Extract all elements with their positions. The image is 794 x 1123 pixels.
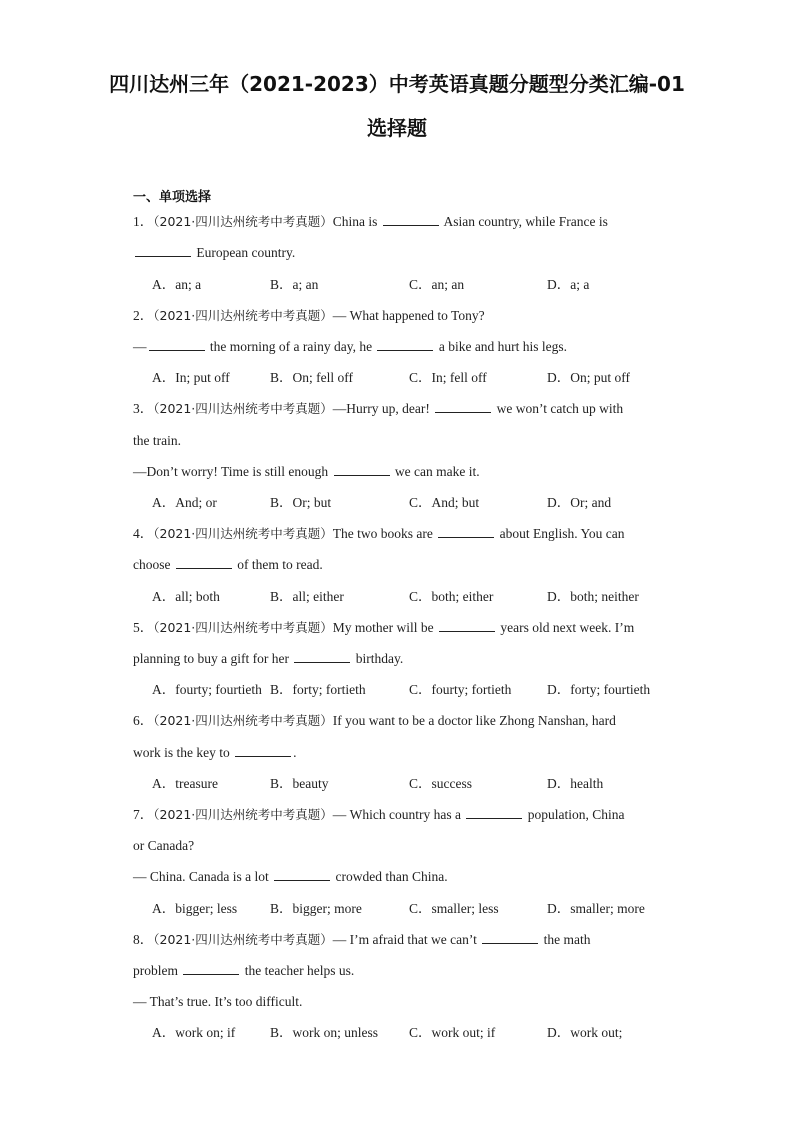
option-d: D．smaller; more	[547, 901, 645, 916]
question-line	[133, 744, 297, 762]
question-source: （2021·四川达州统考中考真题）	[153, 807, 333, 822]
option-d: D．Or; and	[547, 495, 612, 510]
answer-blank	[135, 244, 191, 257]
question-text: — What happened to Tony?	[332, 308, 485, 323]
question-source: （2021·四川达州统考中考真题）	[153, 932, 333, 947]
question-text: birthday.	[352, 651, 404, 666]
question-number: 4．	[133, 526, 154, 541]
answer-blank	[383, 213, 439, 226]
question-line	[133, 556, 323, 574]
answer-blank	[435, 400, 491, 413]
answer-blank	[466, 806, 522, 819]
question-number: 2．	[133, 308, 154, 323]
question-text: a bike and hurt his legs.	[435, 339, 568, 354]
document-title-line2: 选择题	[367, 116, 427, 140]
answer-blank	[235, 744, 291, 757]
question-stem	[133, 931, 591, 949]
question-line	[133, 962, 354, 980]
question-source: （2021·四川达州统考中考真题）	[153, 308, 333, 323]
question-text: choose	[133, 557, 174, 572]
option-a: A．In; put off	[152, 370, 230, 385]
question-text: — I’m afraid that we can’t	[332, 932, 481, 947]
question-number: 6．	[133, 713, 154, 728]
option-c: C．And; but	[409, 495, 480, 510]
question-text: population, China	[524, 807, 625, 822]
question-line	[133, 837, 194, 855]
option-d: D．a; a	[547, 277, 590, 292]
option-c: C．smaller; less	[409, 901, 499, 916]
question-text: the teacher helps us.	[241, 963, 355, 978]
option-d: D．both; neither	[547, 589, 639, 604]
question-stem	[133, 525, 625, 543]
question-stem	[133, 213, 608, 231]
option-b: B．bigger; more	[270, 901, 362, 916]
option-c: C．work out; if	[409, 1025, 496, 1040]
answer-blank	[274, 868, 330, 881]
question-source: （2021·四川达州统考中考真题）	[153, 526, 333, 541]
question-text: work is the key to	[133, 745, 234, 760]
option-a: A．fourty; fourtieth	[152, 682, 262, 697]
question-stem	[133, 806, 625, 824]
document-title-line1: 四川达州三年（2021-2023）中考英语真题分题型分类汇编-01	[109, 72, 685, 96]
question-number: 7．	[133, 807, 154, 822]
question-text: the train.	[133, 433, 181, 448]
question-text: —Don’t worry! Time is still enough	[133, 464, 332, 479]
question-text: years old next week. I’m	[497, 620, 635, 635]
question-text: — China. Canada is a lot	[133, 869, 273, 884]
question-line	[133, 463, 480, 481]
option-d: D．health	[547, 776, 604, 791]
question-line	[133, 993, 302, 1011]
question-stem	[133, 619, 634, 637]
option-d: D．On; put off	[547, 370, 630, 385]
question-source: （2021·四川达州统考中考真题）	[153, 620, 333, 635]
option-a: A．bigger; less	[152, 901, 238, 916]
answer-blank	[149, 338, 205, 351]
question-text: we won’t catch up with	[493, 401, 624, 416]
question-text: the math	[540, 932, 591, 947]
question-text: China is	[332, 214, 381, 229]
question-stem	[133, 400, 623, 418]
option-c: C．success	[409, 776, 472, 791]
option-d: D．forty; fourtieth	[547, 682, 651, 697]
answer-blank	[377, 338, 433, 351]
option-a: A．treasure	[152, 776, 218, 791]
option-a: A．an; a	[152, 277, 202, 292]
question-source: （2021·四川达州统考中考真题）	[153, 401, 333, 416]
question-text: about English. You can	[496, 526, 625, 541]
option-c: C．fourty; fortieth	[409, 682, 512, 697]
option-a: A．all; both	[152, 589, 220, 604]
option-b: B．On; fell off	[270, 370, 353, 385]
option-c: C．In; fell off	[409, 370, 487, 385]
question-source: （2021·四川达州统考中考真题）	[153, 713, 333, 728]
option-c: C．an; an	[409, 277, 465, 292]
answer-blank	[438, 525, 494, 538]
question-stem	[133, 307, 485, 325]
question-text: —Hurry up, dear!	[332, 401, 434, 416]
answer-blank	[294, 650, 350, 663]
answer-blank	[334, 463, 390, 476]
question-line	[133, 244, 295, 262]
question-number: 8．	[133, 932, 154, 947]
question-text: we can make it.	[391, 464, 480, 479]
question-text: The two books are	[332, 526, 437, 541]
question-text: the morning of a rainy day, he	[206, 339, 376, 354]
question-text: If you want to be a doctor like Zhong Nanshan, hard	[332, 713, 616, 728]
question-text: European country.	[193, 245, 296, 260]
option-c: C．both; either	[409, 589, 494, 604]
question-text: —	[133, 339, 147, 354]
question-text: planning to buy a gift for her	[133, 651, 293, 666]
question-number: 1．	[133, 214, 154, 229]
answer-blank	[183, 962, 239, 975]
question-number: 5．	[133, 620, 154, 635]
question-text: or Canada?	[133, 838, 195, 853]
answer-blank	[176, 556, 232, 569]
option-a: A．work on; if	[152, 1025, 236, 1040]
option-b: B．all; either	[270, 589, 344, 604]
option-b: B．beauty	[270, 776, 329, 791]
question-stem	[133, 712, 616, 730]
question-text: Asian country, while France is	[440, 214, 608, 229]
question-text: My mother will be	[332, 620, 438, 635]
question-source: （2021·四川达州统考中考真题）	[153, 214, 333, 229]
question-text: of them to read.	[233, 557, 323, 572]
option-a: A．And; or	[152, 495, 217, 510]
question-line	[133, 868, 448, 886]
question-text: — Which country has a	[332, 807, 465, 822]
option-d: D．work out;	[547, 1025, 623, 1040]
question-number: 3．	[133, 401, 154, 416]
question-text: crowded than China.	[332, 869, 448, 884]
question-line	[133, 338, 567, 356]
question-line	[133, 432, 181, 450]
question-text: problem	[133, 963, 182, 978]
answer-blank	[439, 619, 495, 632]
option-b: B．Or; but	[270, 495, 332, 510]
option-b: B．a; an	[270, 277, 319, 292]
question-line	[133, 650, 403, 668]
question-text: — That’s true. It’s too difficult.	[133, 994, 303, 1009]
answer-blank	[482, 931, 538, 944]
question-text: .	[293, 745, 297, 760]
section-heading: 一、单项选择	[133, 190, 212, 205]
option-b: B．work on; unless	[270, 1025, 378, 1040]
option-b: B．forty; fortieth	[270, 682, 366, 697]
